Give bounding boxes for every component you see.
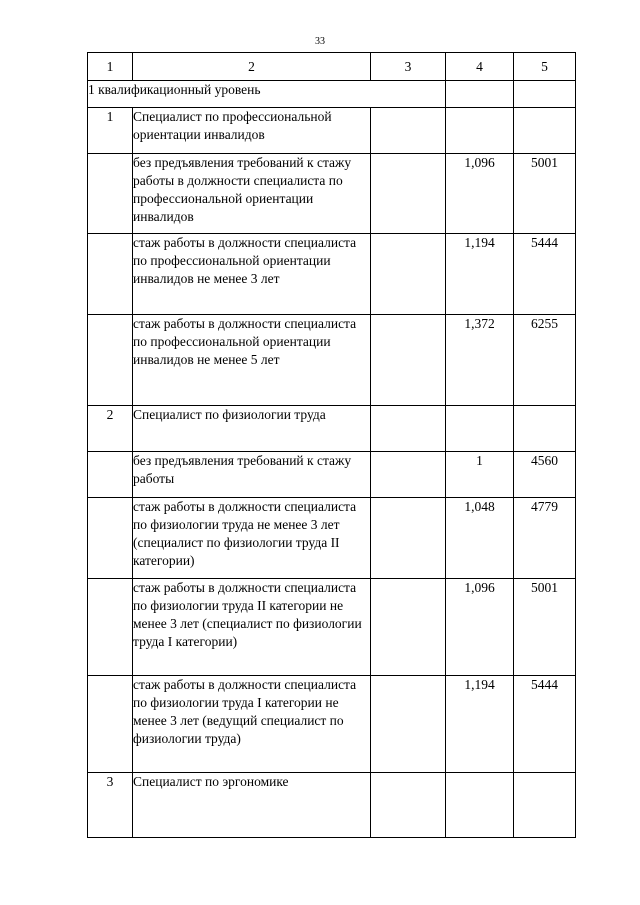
empty-cell [446, 81, 514, 108]
header-cell: 1 [88, 53, 133, 81]
row-number [88, 315, 133, 406]
table-row [88, 315, 576, 406]
coefficient: 1,096 [446, 154, 514, 234]
col3-cell [371, 498, 446, 579]
table-row [88, 108, 576, 154]
header-cell: 3 [371, 53, 446, 81]
row-number: 3 [88, 773, 133, 838]
header-cell: 5 [514, 53, 576, 81]
col3-cell [371, 773, 446, 838]
row-number [88, 234, 133, 315]
coefficient: 1 [446, 452, 514, 498]
empty-cell [514, 81, 576, 108]
row-number [88, 579, 133, 676]
page-number: 33 [315, 36, 325, 47]
position-name: Специалист по профессиональной ориентации инвалидов [133, 108, 371, 154]
header-cell: 4 [446, 53, 514, 81]
salary: 6255 [514, 315, 576, 406]
col3-cell [371, 406, 446, 452]
col3-cell [371, 315, 446, 406]
salary [514, 406, 576, 452]
coefficient: 1,194 [446, 234, 514, 315]
salary [514, 773, 576, 838]
row-number [88, 498, 133, 579]
salary [514, 108, 576, 154]
row-number [88, 154, 133, 234]
row-number: 2 [88, 406, 133, 452]
salary: 5444 [514, 676, 576, 773]
position-name: Специалист по физиологии труда [133, 406, 371, 452]
salary: 5001 [514, 579, 576, 676]
position-name: без предъявления требований к стажу работы в должности специалиста по профессиональной ориентации инвалидов [133, 154, 371, 234]
table-row [88, 579, 576, 676]
coefficient: 1,372 [446, 315, 514, 406]
position-name: стаж работы в должности специалиста по физиологии труда I категории не менее 3 лет (ведущий специалист по физиологии труда) [133, 676, 371, 773]
position-name: стаж работы в должности специалиста по профессиональной ориентации инвалидов не менее 5 лет [133, 315, 371, 406]
table-row [88, 773, 576, 838]
col3-cell [371, 676, 446, 773]
table-row [88, 234, 576, 315]
coefficient: 1,194 [446, 676, 514, 773]
table-row [88, 406, 576, 452]
col3-cell [371, 108, 446, 154]
row-number: 1 [88, 108, 133, 154]
col3-cell [371, 579, 446, 676]
coefficient: 1,096 [446, 579, 514, 676]
position-name: стаж работы в должности специалиста по физиологии труда не менее 3 лет (специалист по физиологии труда II категории) [133, 498, 371, 579]
row-number [88, 676, 133, 773]
header-cell: 2 [133, 53, 371, 81]
salary-table [87, 52, 576, 838]
position-name: стаж работы в должности специалиста по профессиональной ориентации инвалидов не менее 3 лет [133, 234, 371, 315]
table-row [88, 452, 576, 498]
coefficient: 1,048 [446, 498, 514, 579]
level-title: 1 квалификационный уровень [88, 81, 446, 108]
position-name: без предъявления требований к стажу работы [133, 452, 371, 498]
coefficient [446, 108, 514, 154]
salary: 5001 [514, 154, 576, 234]
table-row [88, 154, 576, 234]
salary: 4560 [514, 452, 576, 498]
level-row [88, 81, 576, 108]
position-name: Специалист по эргономике [133, 773, 371, 838]
position-name: стаж работы в должности специалиста по физиологии труда II категории не менее 3 лет (специалист по физиологии труда I категории) [133, 579, 371, 676]
row-number [88, 452, 133, 498]
coefficient [446, 406, 514, 452]
col3-cell [371, 234, 446, 315]
salary: 5444 [514, 234, 576, 315]
coefficient [446, 773, 514, 838]
table-row [88, 498, 576, 579]
table-row [88, 676, 576, 773]
table-header-row [88, 53, 576, 81]
col3-cell [371, 452, 446, 498]
col3-cell [371, 154, 446, 234]
salary: 4779 [514, 498, 576, 579]
